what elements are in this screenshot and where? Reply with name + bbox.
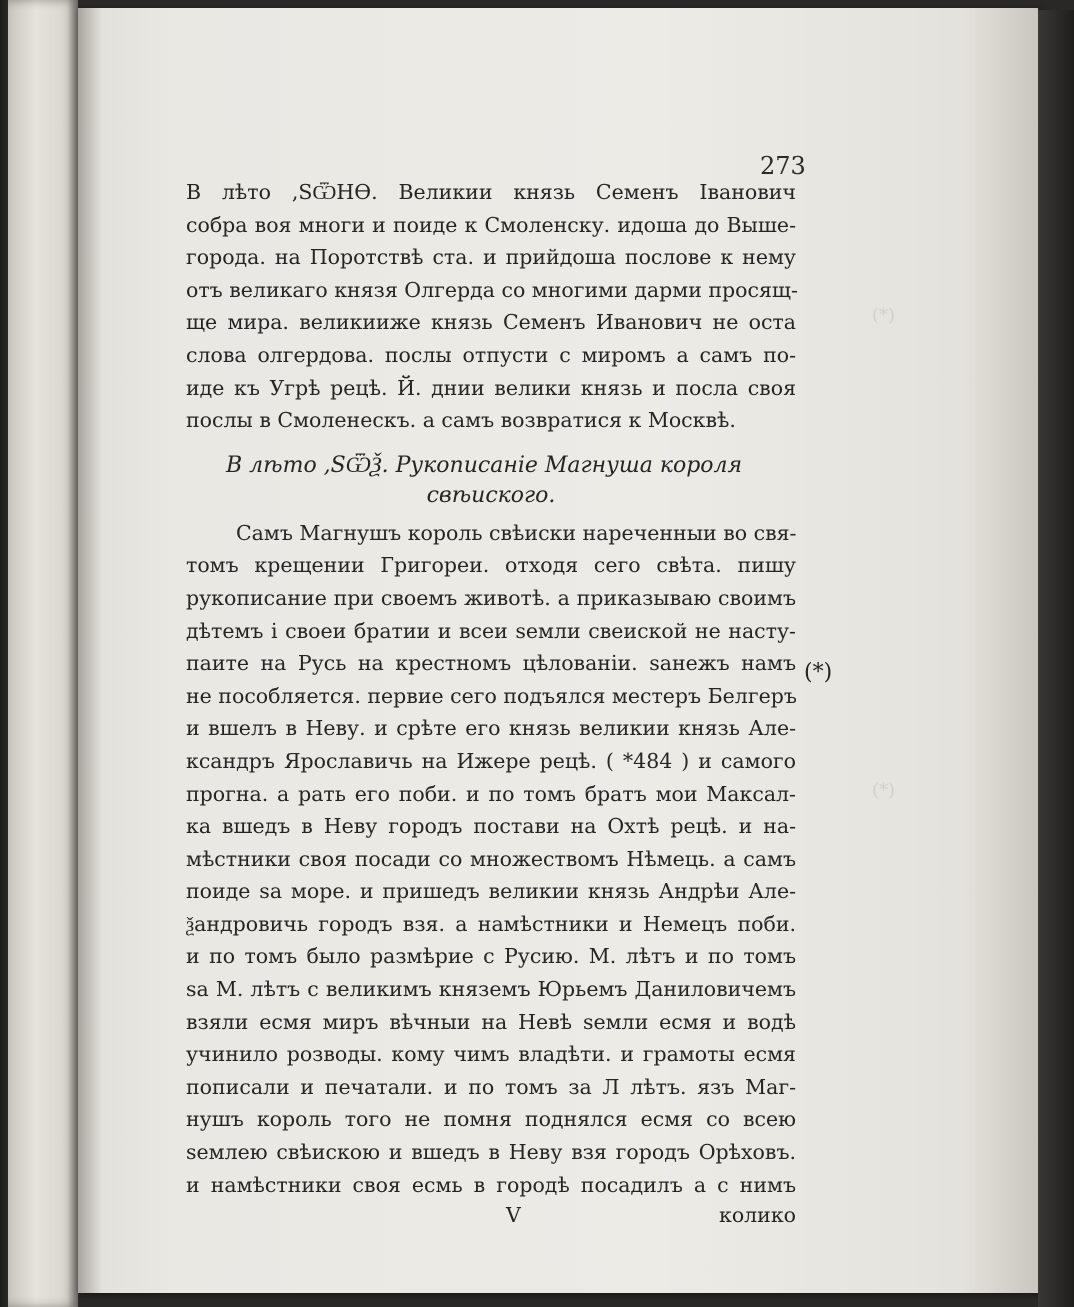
- page-number: 273: [760, 152, 806, 180]
- text-line: слова олгердова. послы отпусти с миромъ а самъ по-: [186, 342, 796, 367]
- text-line: дѣтемъ і своеи братии и всеи ѕемли свеиской не насту-: [186, 618, 796, 643]
- text-line: и по томъ было размѣрие с Русию. М. лѣтъ и по томъ: [186, 944, 796, 969]
- text-line: и вшелъ в Неву. и срѣте его князь великии князь Але-: [186, 716, 796, 741]
- page-text: [186, 150, 796, 1235]
- paragraph-1: [186, 176, 796, 437]
- text-line: Самъ Магнушъ король свѣиски нареченныи во свя-: [236, 520, 797, 545]
- text-line: собра воя многи и поиде к Смоленску. идоша до Выше-: [186, 212, 796, 237]
- margin-note: (*): [804, 660, 833, 685]
- bleed-through-mark: (*): [872, 305, 896, 326]
- text-line: ксандръ Ярославичь на Ижере рецѣ. ( *484 ) и самого: [186, 748, 796, 773]
- bleed-through-mark: (*): [872, 780, 896, 801]
- section-heading: [186, 451, 796, 511]
- text-line: послы в Смоленескъ. а самъ возвратися к Москвѣ.: [186, 408, 736, 433]
- text-line: ка вшедъ в Неву городъ постави на Охтѣ рецѣ. и на-: [186, 814, 796, 839]
- signature-mark: V: [506, 1203, 521, 1228]
- heading-line: В лѣто ,ЅѾѮ. Рукописаніе Магнуша короля: [226, 452, 743, 478]
- text-line: отъ великаго князя Олгерда со многими дарми просящ-: [186, 277, 798, 302]
- right-background: [1038, 10, 1074, 1307]
- text-line: томъ крещении Григореи. отходя сего свѣта. пишу: [186, 553, 796, 578]
- text-line: взяли есмя миръ вѣчныи на Невѣ ѕемли есмя и водѣ: [186, 1009, 796, 1034]
- text-line: ѯандровичь городъ взя. а намѣстники и Немецъ поби.: [186, 911, 796, 936]
- text-line: нушъ король того не помня поднялся есмя со всею: [186, 1107, 796, 1132]
- text-line: поиде ѕа море. и пришедъ великии князь Андрѣи Але-: [186, 879, 796, 904]
- page-footer: [186, 1203, 796, 1235]
- paragraph-2: [186, 517, 796, 1201]
- text-line: и намѣстники своя есмь в городѣ посадилъ а с нимъ: [186, 1172, 796, 1197]
- left-page-edge: [8, 0, 78, 1307]
- text-line: паите на Русь на крестномъ цѣлованіи. ѕанежъ намъ: [186, 651, 796, 676]
- text-line: иде къ Угрѣ рецѣ. Й. днии велики князь и посла своя: [186, 375, 796, 400]
- text-line: прогна. а рать его поби. и по томъ братъ мои Максал-: [186, 781, 796, 806]
- text-line: мѣстники своя посади со множествомъ Нѣмець. а самъ: [186, 846, 796, 871]
- text-line: рукописание при своемъ животѣ. а приказываю своимъ: [186, 585, 796, 610]
- text-line: города. на Поротствѣ ста. и прийдоша послове к нему: [186, 245, 796, 270]
- text-line: учинило розводы. кому чимъ владѣти. и грамоты есмя: [186, 1042, 796, 1067]
- text-line: ще мира. великииже князь Семенъ Иванович не оста: [186, 310, 796, 335]
- text-line: пописали и печатали. и по томъ за Л лѣтъ. язъ Маг-: [186, 1074, 796, 1099]
- catchword: колико: [719, 1203, 796, 1228]
- text-line: ѕемлею свѣискою и вшедъ в Неву взя городъ Орѣховъ.: [186, 1140, 796, 1165]
- heading-line: свѣиского.: [426, 482, 556, 508]
- text-line: В лѣто ,ЅѾНѲ. Великии князь Семенъ Іванович: [186, 180, 796, 204]
- text-line: не пособляется. первие сего подъялся местеръ Белгеръ: [186, 683, 797, 708]
- text-line: ѕа М. лѣтъ с великимъ княземъ Юрьемъ Даниловичемъ: [186, 977, 796, 1002]
